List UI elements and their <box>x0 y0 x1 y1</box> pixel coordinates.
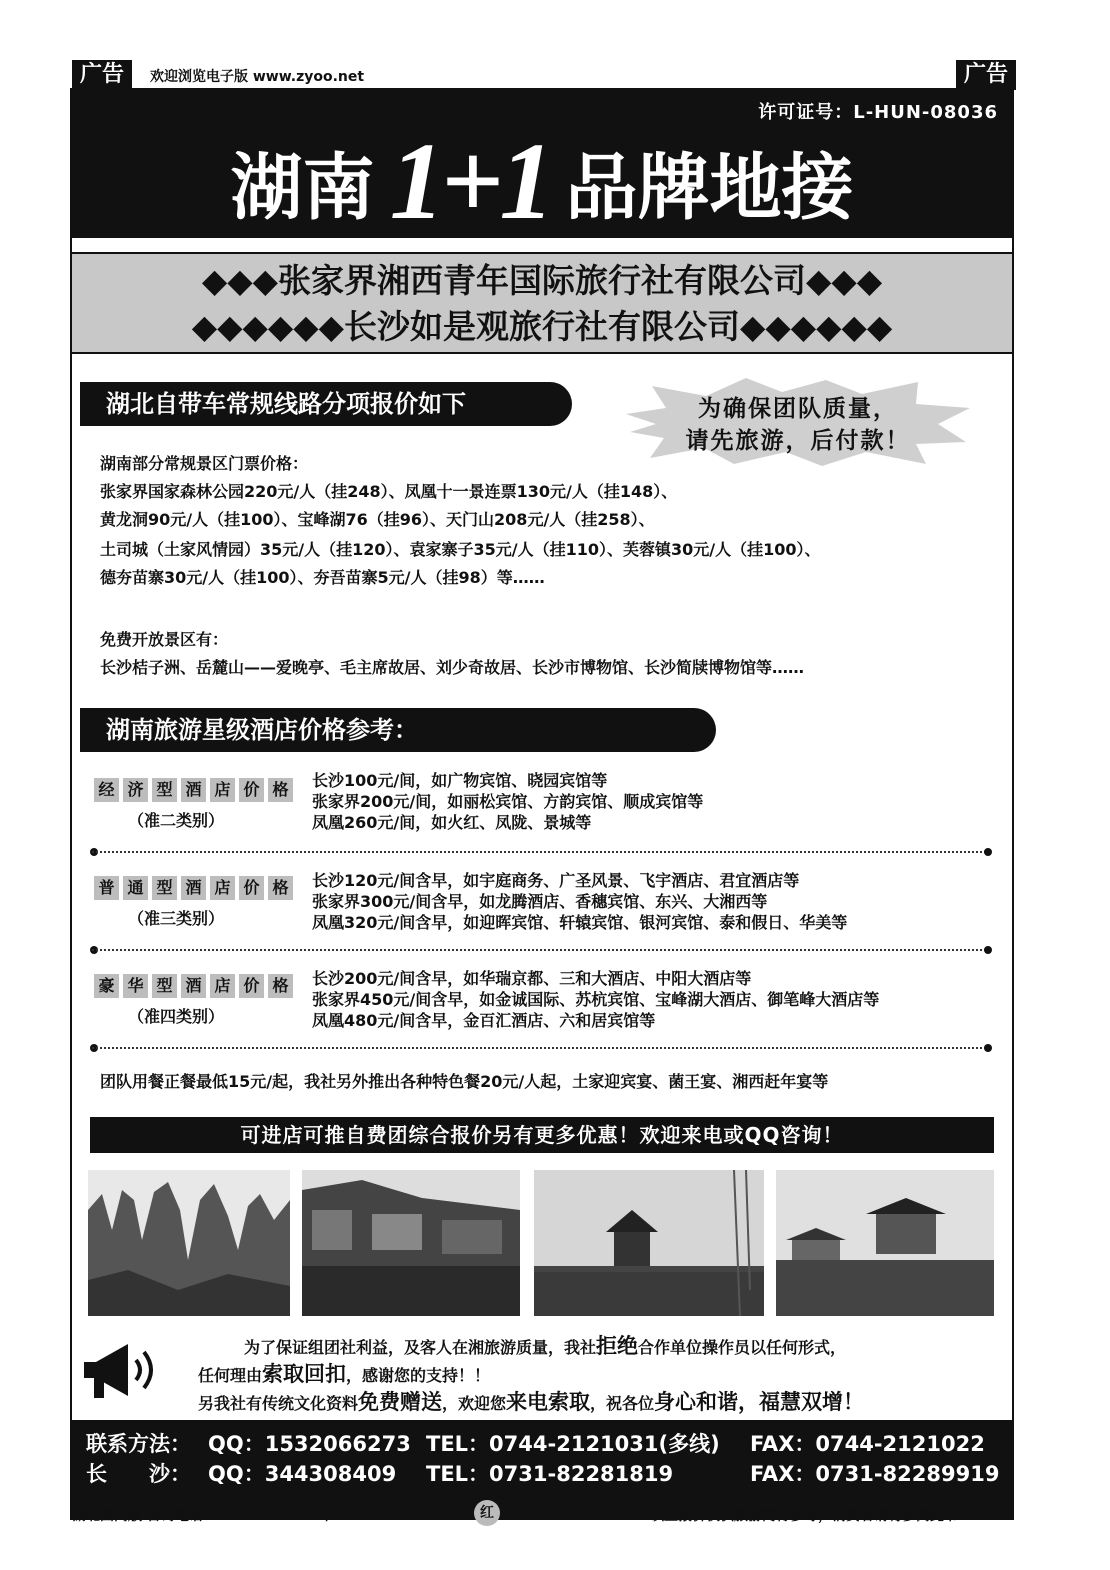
megaphone-icon <box>78 1338 168 1404</box>
meals-info: 团队用餐正餐最低15元/起，我社另外推出各种特色餐20元/人起，土家迎宾宴、菌王宴、湘西赶年宴等 <box>100 1072 829 1091</box>
badge-char: 经 <box>94 778 119 802</box>
hotel-list <box>312 870 847 933</box>
ticket-line: 张家界国家森林公园220元/人（挂248）、凤凰十一景连票130元/人（挂148）、 <box>100 482 678 501</box>
hotel-list <box>312 770 703 833</box>
badge-char: 酒 <box>181 778 206 802</box>
badge-char: 济 <box>123 778 148 802</box>
badge-char: 酒 <box>181 876 206 900</box>
notice-text: ！ <box>843 1390 865 1414</box>
badge-char: 酒 <box>181 974 206 998</box>
badge-char: 价 <box>239 778 264 802</box>
photo-pavilion-lake <box>534 1170 764 1316</box>
footer-right: 以上报价仅供旅游同行参考，消费者请勿参阅此书 <box>650 1508 958 1524</box>
hotel-line: 长沙100元/间，如广物宾馆、晓园宾馆等 <box>312 771 608 790</box>
hotel-line: 张家界300元/间含早，如龙腾酒店、香穗宾馆、东兴、大湘西等 <box>312 892 768 911</box>
hotel-line: 长沙200元/间含早，如华瑞京都、三和大酒店、中阳大酒店等 <box>312 969 752 988</box>
company-names <box>72 252 1012 354</box>
headline-banner <box>72 90 1012 242</box>
ad-tag-left: 广告 <box>72 60 132 90</box>
notice-text: ，感谢您的支持！！ <box>346 1366 491 1385</box>
hotel-list <box>312 968 879 1031</box>
ticket-line: 土司城（土家风情园）35元/人（挂120）、袁家寨子35元/人（挂110）、芙蓉镇30元/人（挂100）、 <box>100 540 821 559</box>
promo-bar: 可进店可推自费团综合报价另有更多优惠！欢迎来电或QQ咨询！ <box>90 1117 994 1153</box>
hotel-line: 凤凰320元/间含早，如迎晖宾馆、轩辕宾馆、银河宾馆、泰和假日、华美等 <box>312 913 848 932</box>
footer-left: 湖北国内版 咨询电话 027-85350400 /15337218689 <box>72 1508 438 1524</box>
contact-qq[interactable]: QQ：344308409 <box>208 1462 397 1486</box>
company-line-1: ◆◆◆张家界湘西青年国际旅行社有限公司◆◆◆ <box>201 261 883 300</box>
hotel-category-sub: （准四类别） <box>128 1007 225 1026</box>
badge-char: 价 <box>239 974 264 998</box>
notice-text: 另我社有传统文化资料 <box>198 1394 359 1413</box>
badge-char: 华 <box>123 974 148 998</box>
photo-fenghuang-houses <box>302 1170 520 1316</box>
free-list: 长沙桔子洲、岳麓山——爱晚亭、毛主席故居、刘少奇故居、长沙市博物馆、长沙简牍博物馆等…… <box>100 658 805 677</box>
ticket-line: 德夯苗寨30元/人（挂100）、夯吾苗寨5元/人（挂98）等…… <box>100 568 545 587</box>
notice-text: 合作单位操作员以任何形式， <box>638 1338 847 1357</box>
badge-char: 店 <box>210 974 235 998</box>
contact-row-1 <box>86 1428 1012 1458</box>
tickets-heading: 湖南部分常规景区门票价格： <box>100 454 309 473</box>
badge-char: 店 <box>210 778 235 802</box>
badge-char: 价 <box>239 876 264 900</box>
hotel-category-badge <box>94 974 293 998</box>
badge-char: 型 <box>152 974 177 998</box>
starburst-line-2: 请先旅游，后付款！ <box>685 428 911 454</box>
badge-char: 豪 <box>94 974 119 998</box>
photo-zhangjiajie-peaks <box>88 1170 290 1316</box>
section-title-hotels: 湖南旅游星级酒店价格参考： <box>80 708 716 752</box>
badge-char: 普 <box>94 876 119 900</box>
notice-emphasis: 索取回扣 <box>262 1362 347 1386</box>
notice-emphasis: 拒绝 <box>596 1334 639 1358</box>
contact-tel[interactable]: TEL：0731-82281819 <box>426 1462 674 1486</box>
notice-text: 为了保证组团社利益，及客人在湘旅游质量，我社 <box>244 1338 597 1357</box>
hotel-line: 长沙120元/间含早，如宇庭商务、广圣风景、飞宇酒店、君宜酒店等 <box>312 871 800 890</box>
notice-text: ， <box>738 1390 760 1414</box>
contact-label: 联系方法： <box>86 1432 191 1456</box>
hotel-category-badge <box>94 876 293 900</box>
section-title-routes: 湖北自带车常规线路分项报价如下 <box>80 382 572 426</box>
company-line-2: ◆◆◆◆◆◆长沙如是观旅行社有限公司◆◆◆◆◆◆ <box>191 307 893 346</box>
site-url[interactable]: 欢迎浏览电子版 www.zyoo.net <box>150 69 365 85</box>
notice-line-2 <box>198 1358 490 1388</box>
badge-char: 格 <box>268 876 293 900</box>
hotel-category-badge <box>94 778 293 802</box>
hotel-line: 凤凰480元/间含早，金百汇酒店、六和居宾馆等 <box>312 1011 656 1030</box>
contact-fax[interactable]: FAX：0744-2121022 <box>750 1432 985 1456</box>
dotted-divider <box>92 1047 990 1049</box>
badge-char: 店 <box>210 876 235 900</box>
notice-emphasis: 身心和谐 <box>654 1390 739 1414</box>
notice-text: ，祝各位 <box>590 1394 655 1413</box>
starburst-callout <box>626 378 970 466</box>
contact-fax[interactable]: FAX：0731-82289919 <box>750 1462 1000 1486</box>
headline-suffix: 品牌地接 <box>565 144 854 230</box>
headline <box>72 118 1012 245</box>
hotel-line: 张家界450元/间含早，如金诚国际、苏杭宾馆、宝峰湖大酒店、御笔峰大酒店等 <box>312 990 880 1009</box>
hotel-line: 凤凰260元/间，如火红、凤陇、景城等 <box>312 813 592 832</box>
footer-badge: 红 <box>474 1500 500 1526</box>
ad-tag-right: 广告 <box>956 60 1016 90</box>
page-number: • 26 • <box>508 1502 569 1523</box>
hotel-category-sub: （准二类别） <box>128 811 225 830</box>
free-heading: 免费开放景区有： <box>100 630 229 649</box>
badge-char: 型 <box>152 778 177 802</box>
notice-text: ，欢迎您 <box>442 1394 507 1413</box>
badge-char: 型 <box>152 876 177 900</box>
ticket-line: 黄龙洞90元/人（挂100）、宝峰湖76（挂96）、天门山208元/人（挂258）、 <box>100 510 655 529</box>
dotted-divider <box>92 949 990 951</box>
headline-prefix: 湖南 <box>230 144 375 230</box>
hotel-line: 张家界200元/间，如丽松宾馆、方韵宾馆、顺成宾馆等 <box>312 792 704 811</box>
badge-char: 格 <box>268 974 293 998</box>
notice-text: 任何理由 <box>198 1366 263 1385</box>
photo-temple-building <box>776 1170 994 1316</box>
divider-dot <box>984 1044 992 1052</box>
contact-qq[interactable]: QQ：1532066273 <box>208 1432 411 1456</box>
dotted-divider <box>92 851 990 853</box>
notice-line-3 <box>198 1386 864 1416</box>
hotel-category-sub: （准三类别） <box>128 909 225 928</box>
notice-emphasis: 来电索取 <box>506 1390 591 1414</box>
divider-dot <box>984 946 992 954</box>
license-number: 许可证号：L-HUN-08036 <box>758 102 998 123</box>
contact-row-2 <box>86 1458 1012 1488</box>
starburst-line-1: 为确保团队质量， <box>698 396 898 422</box>
contact-tel[interactable]: TEL：0744-2121031(多线) <box>426 1432 720 1456</box>
notice-emphasis: 免费赠送 <box>358 1390 443 1414</box>
divider-dot <box>984 848 992 856</box>
badge-char: 格 <box>268 778 293 802</box>
contact-label: 长 沙： <box>86 1462 191 1486</box>
notice-line-1 <box>244 1330 846 1360</box>
notice-emphasis: 福慧双增 <box>759 1390 844 1414</box>
badge-char: 通 <box>123 876 148 900</box>
headline-number: 1+1 <box>389 120 551 242</box>
